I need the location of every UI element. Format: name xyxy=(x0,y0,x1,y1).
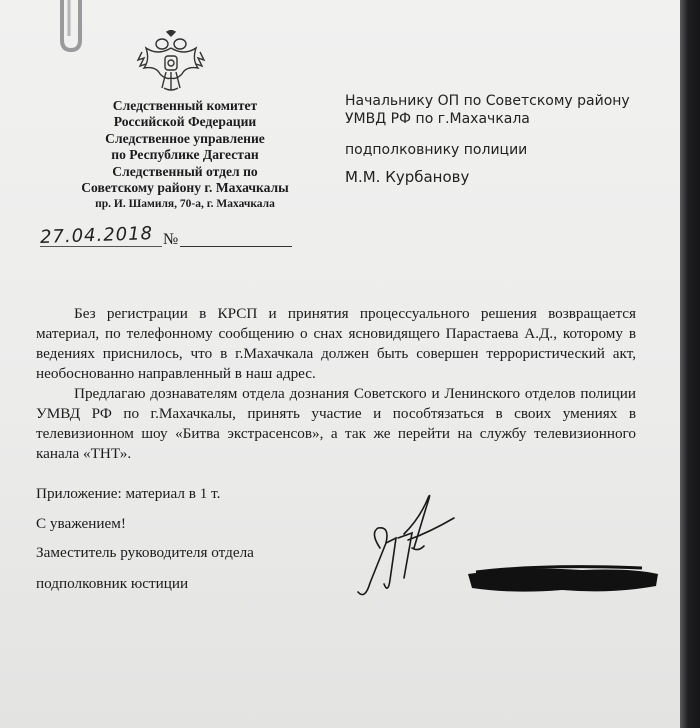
number-sign: № xyxy=(163,231,179,248)
sender-line: по Республике Дагестан xyxy=(111,147,259,163)
sender-line: Советскому району г. Махачкалы xyxy=(81,180,289,196)
number-field-line xyxy=(180,246,292,247)
sender-block xyxy=(60,98,310,213)
body-paragraph-1: Без регистрации в КРСП и принятия процессуального решения возвращается материал, по телефонному сообщению о снах ясновидящего Парастаева А.Д., которому в ведениях приснилось, что в г.Махачкала должен быть совершен террористический акт, необоснованно направленный в наш адрес. xyxy=(36,305,636,382)
body-paragraph-2: Предлагаю дознавателям отдела дознания Советского и Ленинского отделов полиции УМВД РФ по г.Махачкалы, принять участие и пособтязаться в своих умениях в телевизионном шоу «Битва экстрасенсов», а так же перейти на службу телевизионного канала «ТНТ». xyxy=(36,385,636,462)
recipient-name: М.М. Курбанову xyxy=(345,168,470,186)
handwritten-date: 27.04.2018 xyxy=(39,223,154,248)
state-emblem-icon xyxy=(136,30,206,94)
signature-image xyxy=(350,488,460,608)
regards-line: С уважением! xyxy=(36,515,126,532)
sender-line: Следственный комитет xyxy=(112,98,258,113)
attachment-note: Приложение: материал в 1 т. xyxy=(36,485,221,502)
redaction-mark xyxy=(462,560,662,600)
recipient-line-2: УМВД РФ по г.Махачкала xyxy=(345,111,530,127)
sender-address: пр. И. Шамиля, 70-а, г. Махачкала xyxy=(95,198,275,211)
signer-position: Заместитель руководителя отдела xyxy=(36,544,254,561)
paper-clip-icon xyxy=(54,0,94,56)
letter-body xyxy=(36,304,636,464)
recipient-rank: подполковнику полиции xyxy=(345,142,528,158)
sender-line: Следственное управление xyxy=(105,130,265,146)
sender-line: Следственный отдел по xyxy=(112,163,258,179)
recipient-line-1: Начальнику ОП по Советскому району xyxy=(345,93,630,109)
sender-line: Российской Федерации xyxy=(113,114,257,130)
recipient-address xyxy=(345,92,630,128)
signer-rank: подполковник юстиции xyxy=(36,575,189,592)
background-edge xyxy=(680,0,700,728)
